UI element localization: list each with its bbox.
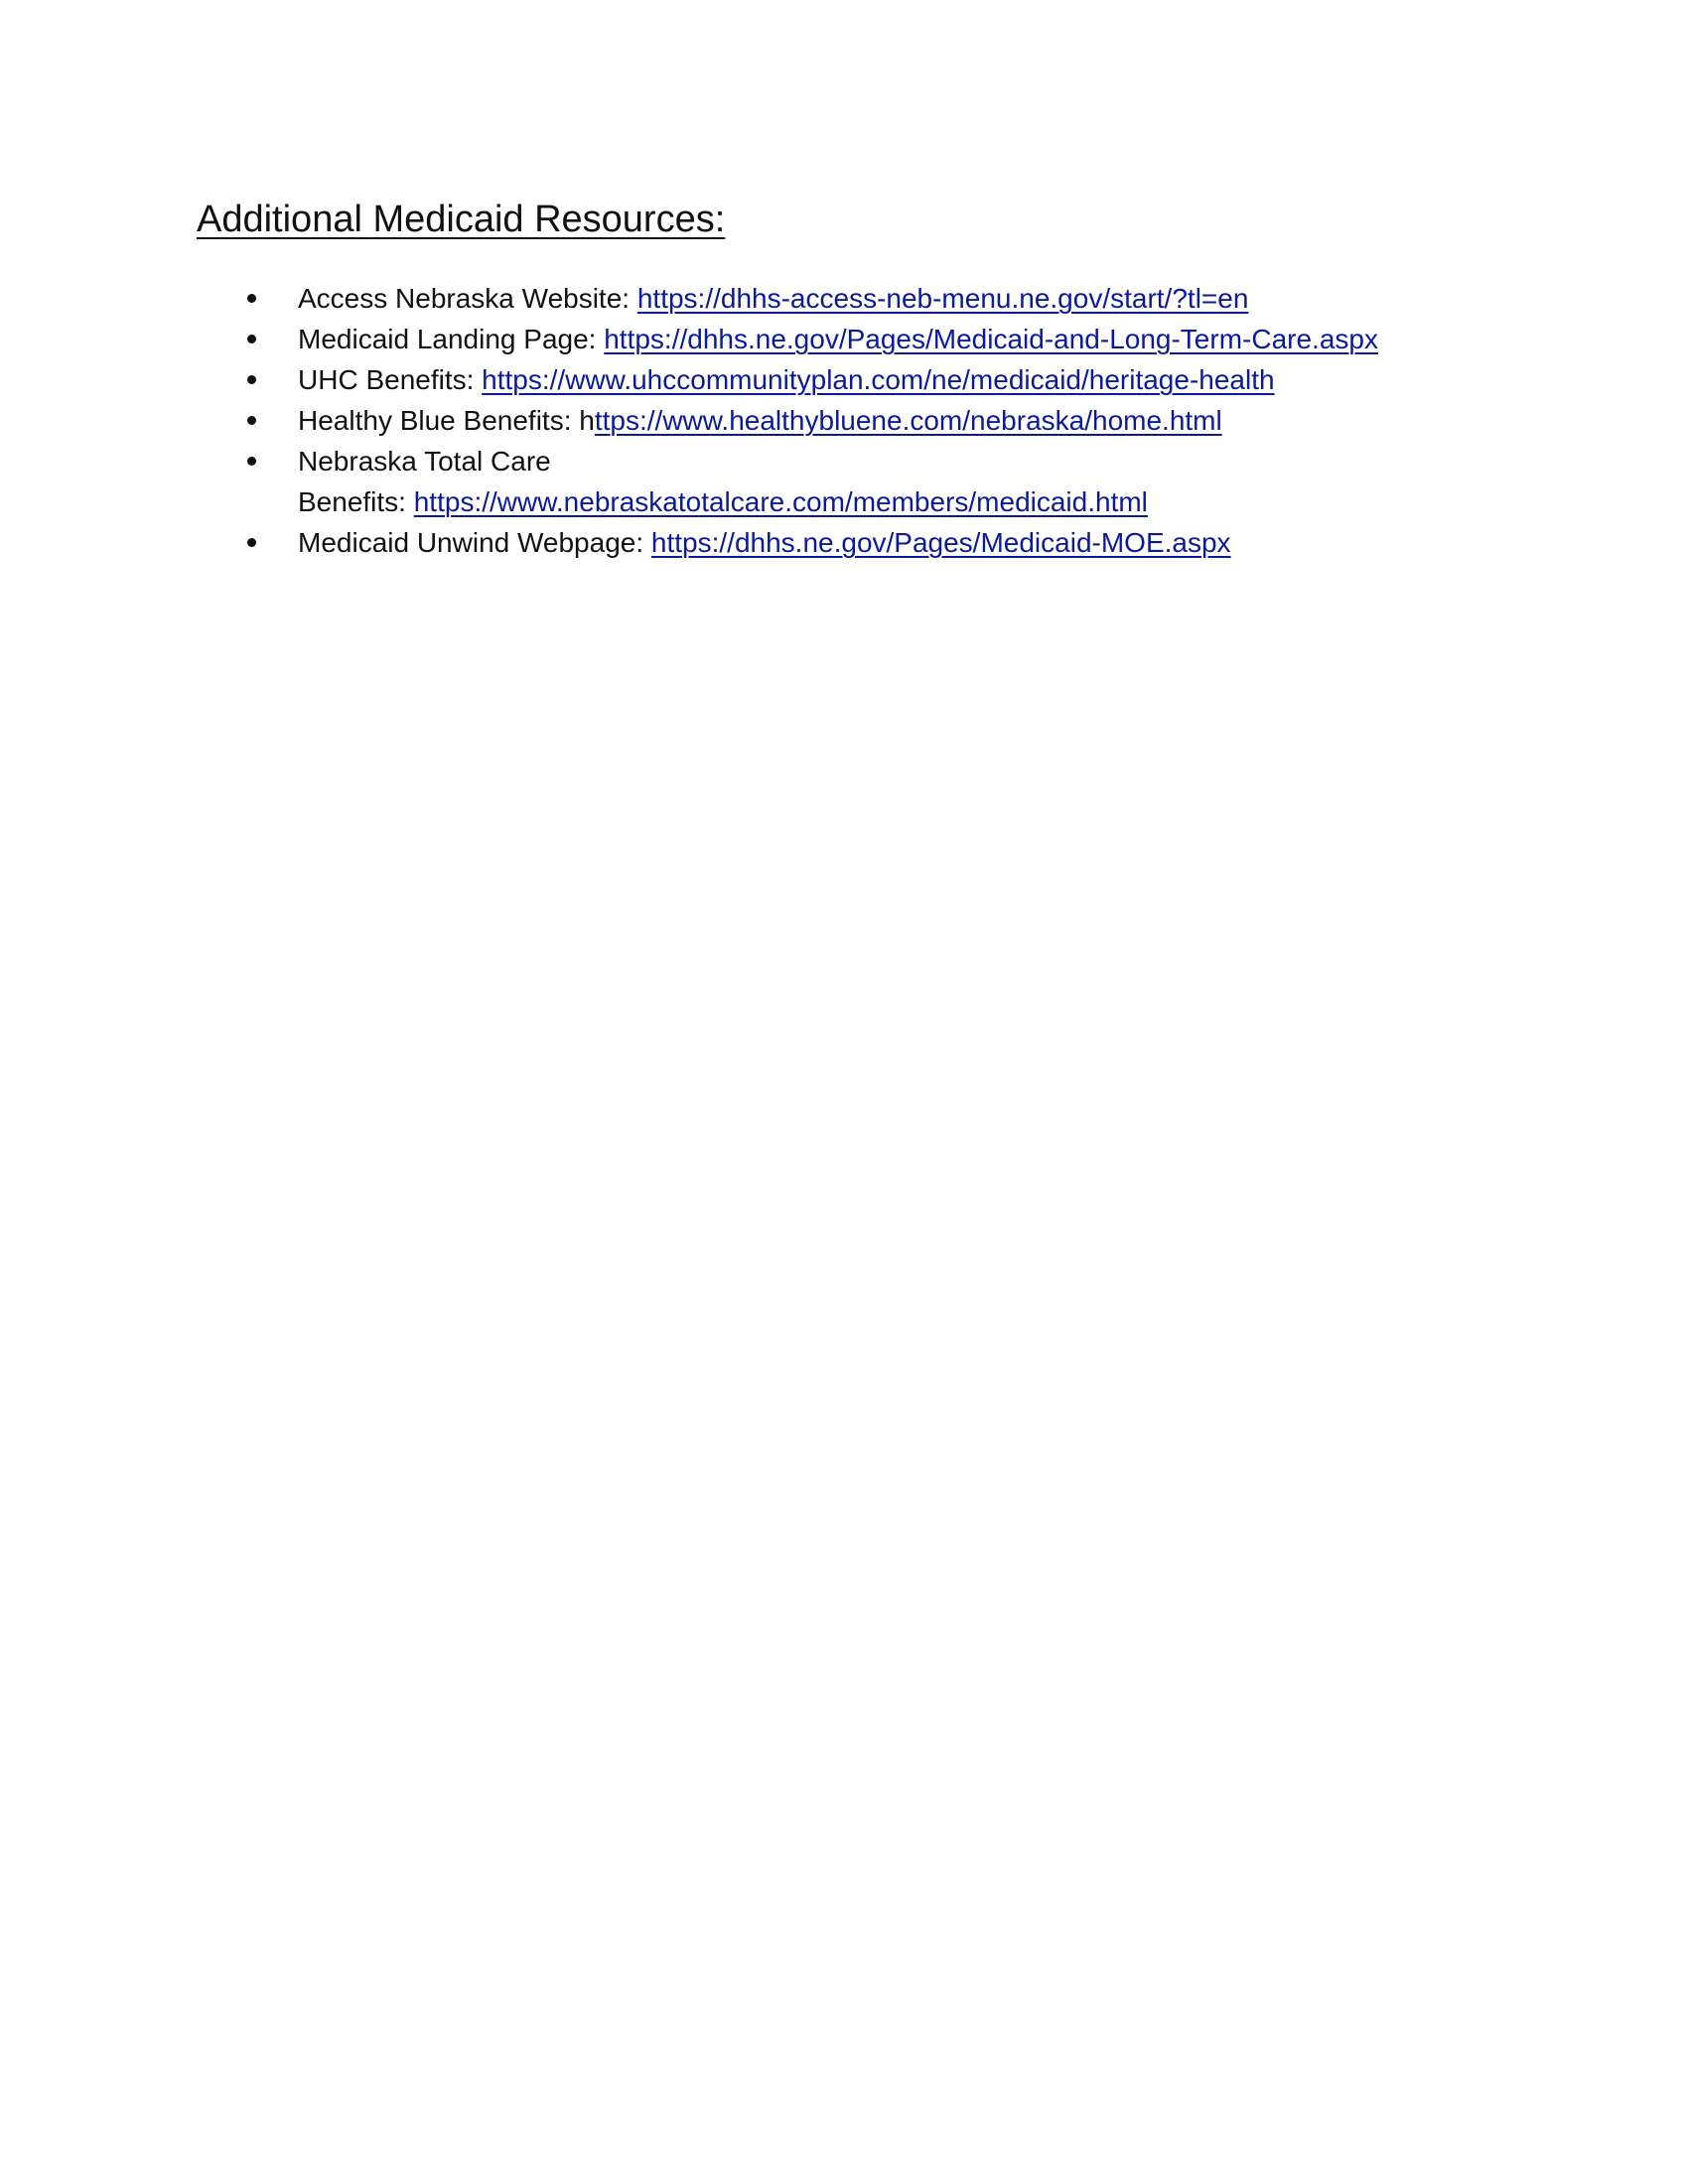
- resource-label: Access Nebraska Website:: [298, 283, 637, 314]
- bullet-icon: [247, 335, 256, 343]
- list-item-medicaid-unwind: [197, 522, 1567, 563]
- bullet-icon: [247, 416, 256, 425]
- page-heading: Additional Medicaid Resources:: [197, 199, 726, 240]
- bullet-icon: [247, 538, 256, 547]
- list-item-uhc-benefits: [197, 359, 1567, 400]
- list-item-nebraska-total-care: [197, 441, 1567, 522]
- nebraska-total-care-link[interactable]: https://www.nebraskatotalcare.com/members/medicaid.html: [413, 486, 1148, 517]
- bullet-icon: [247, 294, 256, 303]
- list-item-access-nebraska: [197, 278, 1567, 319]
- uhc-benefits-link[interactable]: https://www.uhccommunityplan.com/ne/medicaid/heritage-health: [482, 364, 1275, 395]
- bullet-icon: [247, 375, 256, 384]
- healthy-blue-link[interactable]: ttps://www.healthybluene.com/nebraska/home.html: [594, 405, 1222, 436]
- resource-label: Medicaid Landing Page:: [298, 324, 605, 354]
- access-nebraska-link[interactable]: https://dhhs-access-neb-menu.ne.gov/start/?tl=en: [636, 283, 1249, 314]
- resource-label: Medicaid Unwind Webpage:: [298, 527, 651, 558]
- medicaid-unwind-link[interactable]: https://dhhs.ne.gov/Pages/Medicaid-MOE.aspx: [650, 527, 1231, 558]
- list-item-medicaid-landing: [197, 319, 1567, 359]
- resource-label-line-2: Benefits:: [298, 486, 414, 517]
- resource-label-line-1: Nebraska Total Care: [298, 446, 551, 477]
- medicaid-landing-link[interactable]: https://dhhs.ne.gov/Pages/Medicaid-and-Long-Term-Care.aspx: [604, 324, 1378, 354]
- list-item-healthy-blue: [197, 400, 1567, 441]
- resource-label: UHC Benefits:: [298, 364, 483, 395]
- resource-label: Healthy Blue Benefits: h: [298, 405, 595, 436]
- resource-list: [197, 278, 1567, 563]
- bullet-icon: [247, 457, 256, 466]
